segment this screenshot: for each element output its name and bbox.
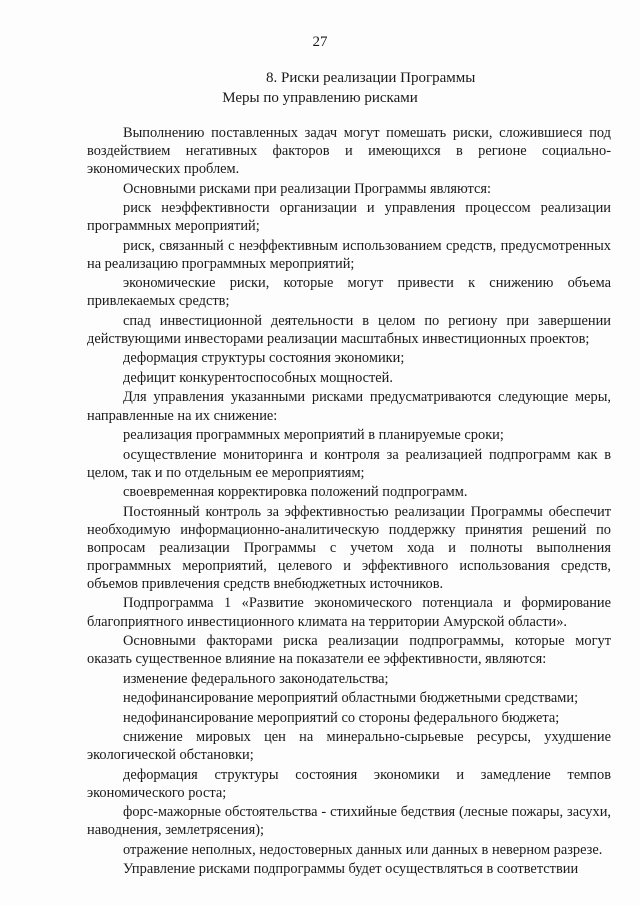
list-item: своевременная корректировка положений подпрограмм. <box>123 484 468 501</box>
list-item: дефицит конкурентоспособных мощностей. <box>123 369 393 386</box>
list-item: спад инвестиционной деятельности в целом по региону при завершении действующими инвесторами реализации масштабных инвестиционных проектов; <box>87 312 611 347</box>
list-item: реализация программных мероприятий в планируемые сроки; <box>123 427 504 444</box>
list-item: недофинансирование мероприятий со стороны федерального бюджета; <box>123 709 560 726</box>
list-item: осуществление мониторинга и контроля за реализацией подпрограмм как в целом, так и по отдельным ее мероприятиям; <box>87 446 611 481</box>
paragraph: Постоянный контроль за эффективностью реализации Программы обеспечит необходимую информационно-аналитическую поддержку принятия решений по вопросам реализации Программы с учетом хода и полноты выполнения программных мероприятий, целевого и эффективного использования средств, объемов привлечения средств внебюджетных источников. <box>87 503 611 592</box>
paragraph: Управление рисками подпрограммы будет осуществляться в соответствии <box>123 861 579 878</box>
paragraph: Подпрограмма 1 «Развитие экономического потенциала и формирование благоприятного инвестиционного климата на территории Амурской области». <box>87 595 611 630</box>
paragraph: Для управления указанными рисками предусматриваются следующие меры, направленные на их снижение: <box>87 389 611 424</box>
list-item: изменение федерального законодательства; <box>123 670 389 687</box>
list-item: отражение неполных, недостоверных данных или данных в неверном разрезе. <box>123 841 603 858</box>
document-body <box>87 124 611 880</box>
page-number: 27 <box>312 34 328 50</box>
paragraph: Основными факторами риска реализации подпрограммы, которые могут оказать существенное влияние на показатели ее эффективности, являются: <box>87 633 611 668</box>
list-item: форс-мажорные обстоятельства - стихийные бедствия (лесные пожары, засухи, наводнения, землетрясения); <box>87 804 611 839</box>
list-item: недофинансирование мероприятий областными бюджетными средствами; <box>123 690 579 707</box>
list-item: риск, связанный с неэффективным использованием средств, предусмотренных на реализацию программных мероприятий; <box>87 237 611 272</box>
paragraph: Основными рисками при реализации Программы являются: <box>123 180 492 197</box>
list-item: риск неэффективности организации и управления процессом реализации программных мероприятий; <box>87 200 611 235</box>
paragraph: Выполнению поставленных задач могут помешать риски, сложившиеся под воздействием негативных факторов и имеющихся в регионе социально-экономических проблем. <box>87 125 611 178</box>
section-heading: 8. Риски реализации Программы <box>266 70 476 86</box>
list-item: снижение мировых цен на минерально-сырьевые ресурсы, ухудшение экологической обстановки; <box>87 729 611 764</box>
list-item: деформация структуры состояния экономики; <box>123 350 405 367</box>
list-item: экономические риски, которые могут привести к снижению объема привлекаемых средств; <box>87 275 611 310</box>
section-subheading: Меры по управлению рисками <box>222 90 418 106</box>
list-item: деформация структуры состояния экономики и замедление темпов экономического роста; <box>87 766 611 801</box>
